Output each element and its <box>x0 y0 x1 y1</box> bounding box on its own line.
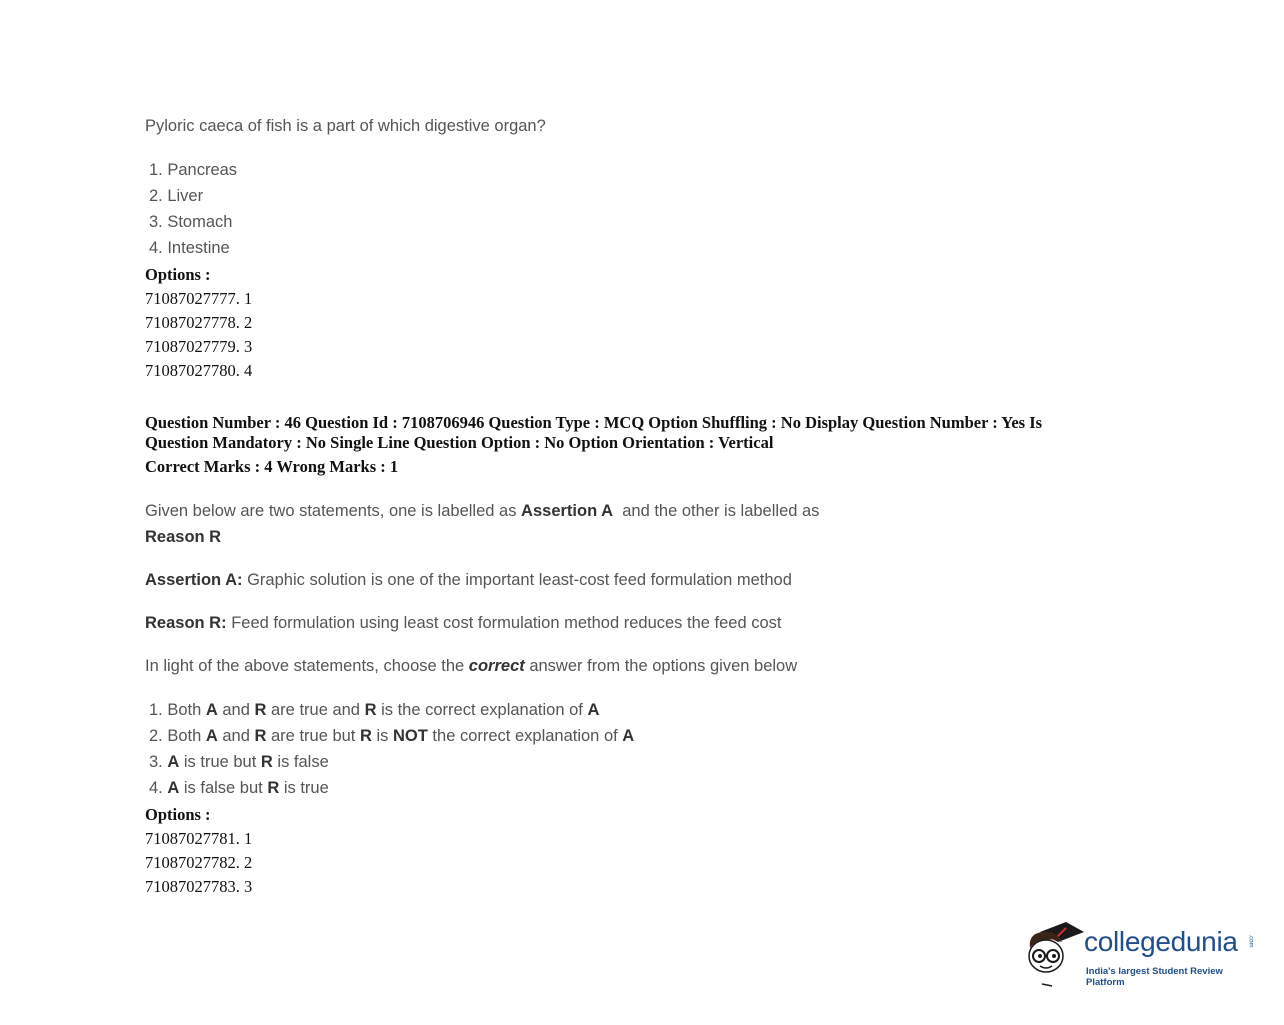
reason-statement <box>145 614 782 633</box>
logo-domain: .com <box>1247 934 1254 948</box>
choice-item: 2. Liver <box>149 187 204 205</box>
option-id: 71087027783. 3 <box>145 877 253 896</box>
choice-term: R <box>260 753 273 771</box>
reason-label: Reason R: <box>145 614 227 632</box>
choice-item <box>149 779 329 798</box>
option-id: 71087027781. 1 <box>145 829 253 848</box>
choice-text: 2. Both <box>149 727 206 745</box>
choice-text: is false <box>272 753 329 771</box>
marks-line: Correct Marks : 4 Wrong Marks : 1 <box>145 457 399 476</box>
assertion-term: Assertion A <box>521 502 614 520</box>
instruction-emphasis: correct <box>468 657 525 675</box>
choice-text: the correct explanation of <box>427 727 623 745</box>
choice-text: 1. Both <box>149 701 206 719</box>
logo-tagline: India's largest Student Review Platform <box>1086 966 1223 988</box>
choice-text: 3. <box>149 753 168 771</box>
choice-term: A <box>587 701 600 719</box>
assertion-label: Assertion A: <box>145 571 243 589</box>
choice-term: A <box>205 727 218 745</box>
choice-item: 1. Pancreas <box>149 161 238 179</box>
reason-term: Reason R <box>145 528 222 546</box>
reason-text: Feed formulation using least cost formulation method reduces the feed cost <box>226 614 782 632</box>
choice-text: is false but <box>179 779 268 797</box>
question-text: Pyloric caeca of fish is a part of which digestive organ? <box>145 117 546 135</box>
question-meta-line: Question Number : 46 Question Id : 7108706946 Question Type : MCQ Option Shuffling : No Display Question Number : Yes Is <box>145 413 1043 432</box>
choice-term: A <box>167 779 180 797</box>
choice-text: is true <box>279 779 329 797</box>
assertion-statement <box>145 571 792 590</box>
instruction-text <box>145 657 797 676</box>
instruction-part: In light of the above statements, choose the <box>145 657 469 675</box>
assertion-text: Graphic solution is one of the important least-cost feed formulation method <box>242 571 792 589</box>
choice-text: is <box>371 727 393 745</box>
intro-text: and the other is labelled as <box>613 502 820 520</box>
mascot-graduate-icon <box>1022 918 1088 988</box>
choice-item: 3. Stomach <box>149 213 233 231</box>
options-label: Options : <box>145 805 211 824</box>
choice-term: A <box>205 701 218 719</box>
question-intro <box>145 502 819 521</box>
choice-item <box>149 701 599 720</box>
intro-text: Given below are two statements, one is labelled as <box>145 502 522 520</box>
choice-item: 4. Intestine <box>149 239 230 257</box>
choice-text: and <box>217 727 255 745</box>
choice-text: and <box>217 701 255 719</box>
choice-text: 4. <box>149 779 168 797</box>
options-label: Options : <box>145 265 211 284</box>
question-meta <box>145 413 1105 453</box>
choice-text: are true but <box>266 727 360 745</box>
option-id: 71087027778. 2 <box>145 313 253 332</box>
option-id: 71087027782. 2 <box>145 853 253 872</box>
choice-term: R <box>254 727 267 745</box>
option-id: 71087027777. 1 <box>145 289 253 308</box>
choice-term: R <box>359 727 372 745</box>
logo-wordmark: collegedunia <box>1084 926 1238 957</box>
choice-text: is the correct explanation of <box>376 701 588 719</box>
choice-text: is true but <box>179 753 261 771</box>
option-id: 71087027779. 3 <box>145 337 253 356</box>
question-meta-line: Question Mandatory : No Single Line Question Option : No Option Orientation : Vertical <box>145 433 774 452</box>
choice-item <box>149 753 329 772</box>
choice-text: are true and <box>266 701 365 719</box>
choice-item <box>149 727 634 746</box>
choice-term: NOT <box>393 727 428 745</box>
instruction-part: answer from the options given below <box>524 657 798 675</box>
choice-term: A <box>622 727 635 745</box>
choice-term: A <box>167 753 180 771</box>
collegedunia-logo <box>1022 918 1262 988</box>
choice-term: R <box>254 701 267 719</box>
option-id: 71087027780. 4 <box>145 361 253 380</box>
choice-term: R <box>364 701 377 719</box>
choice-term: R <box>267 779 280 797</box>
